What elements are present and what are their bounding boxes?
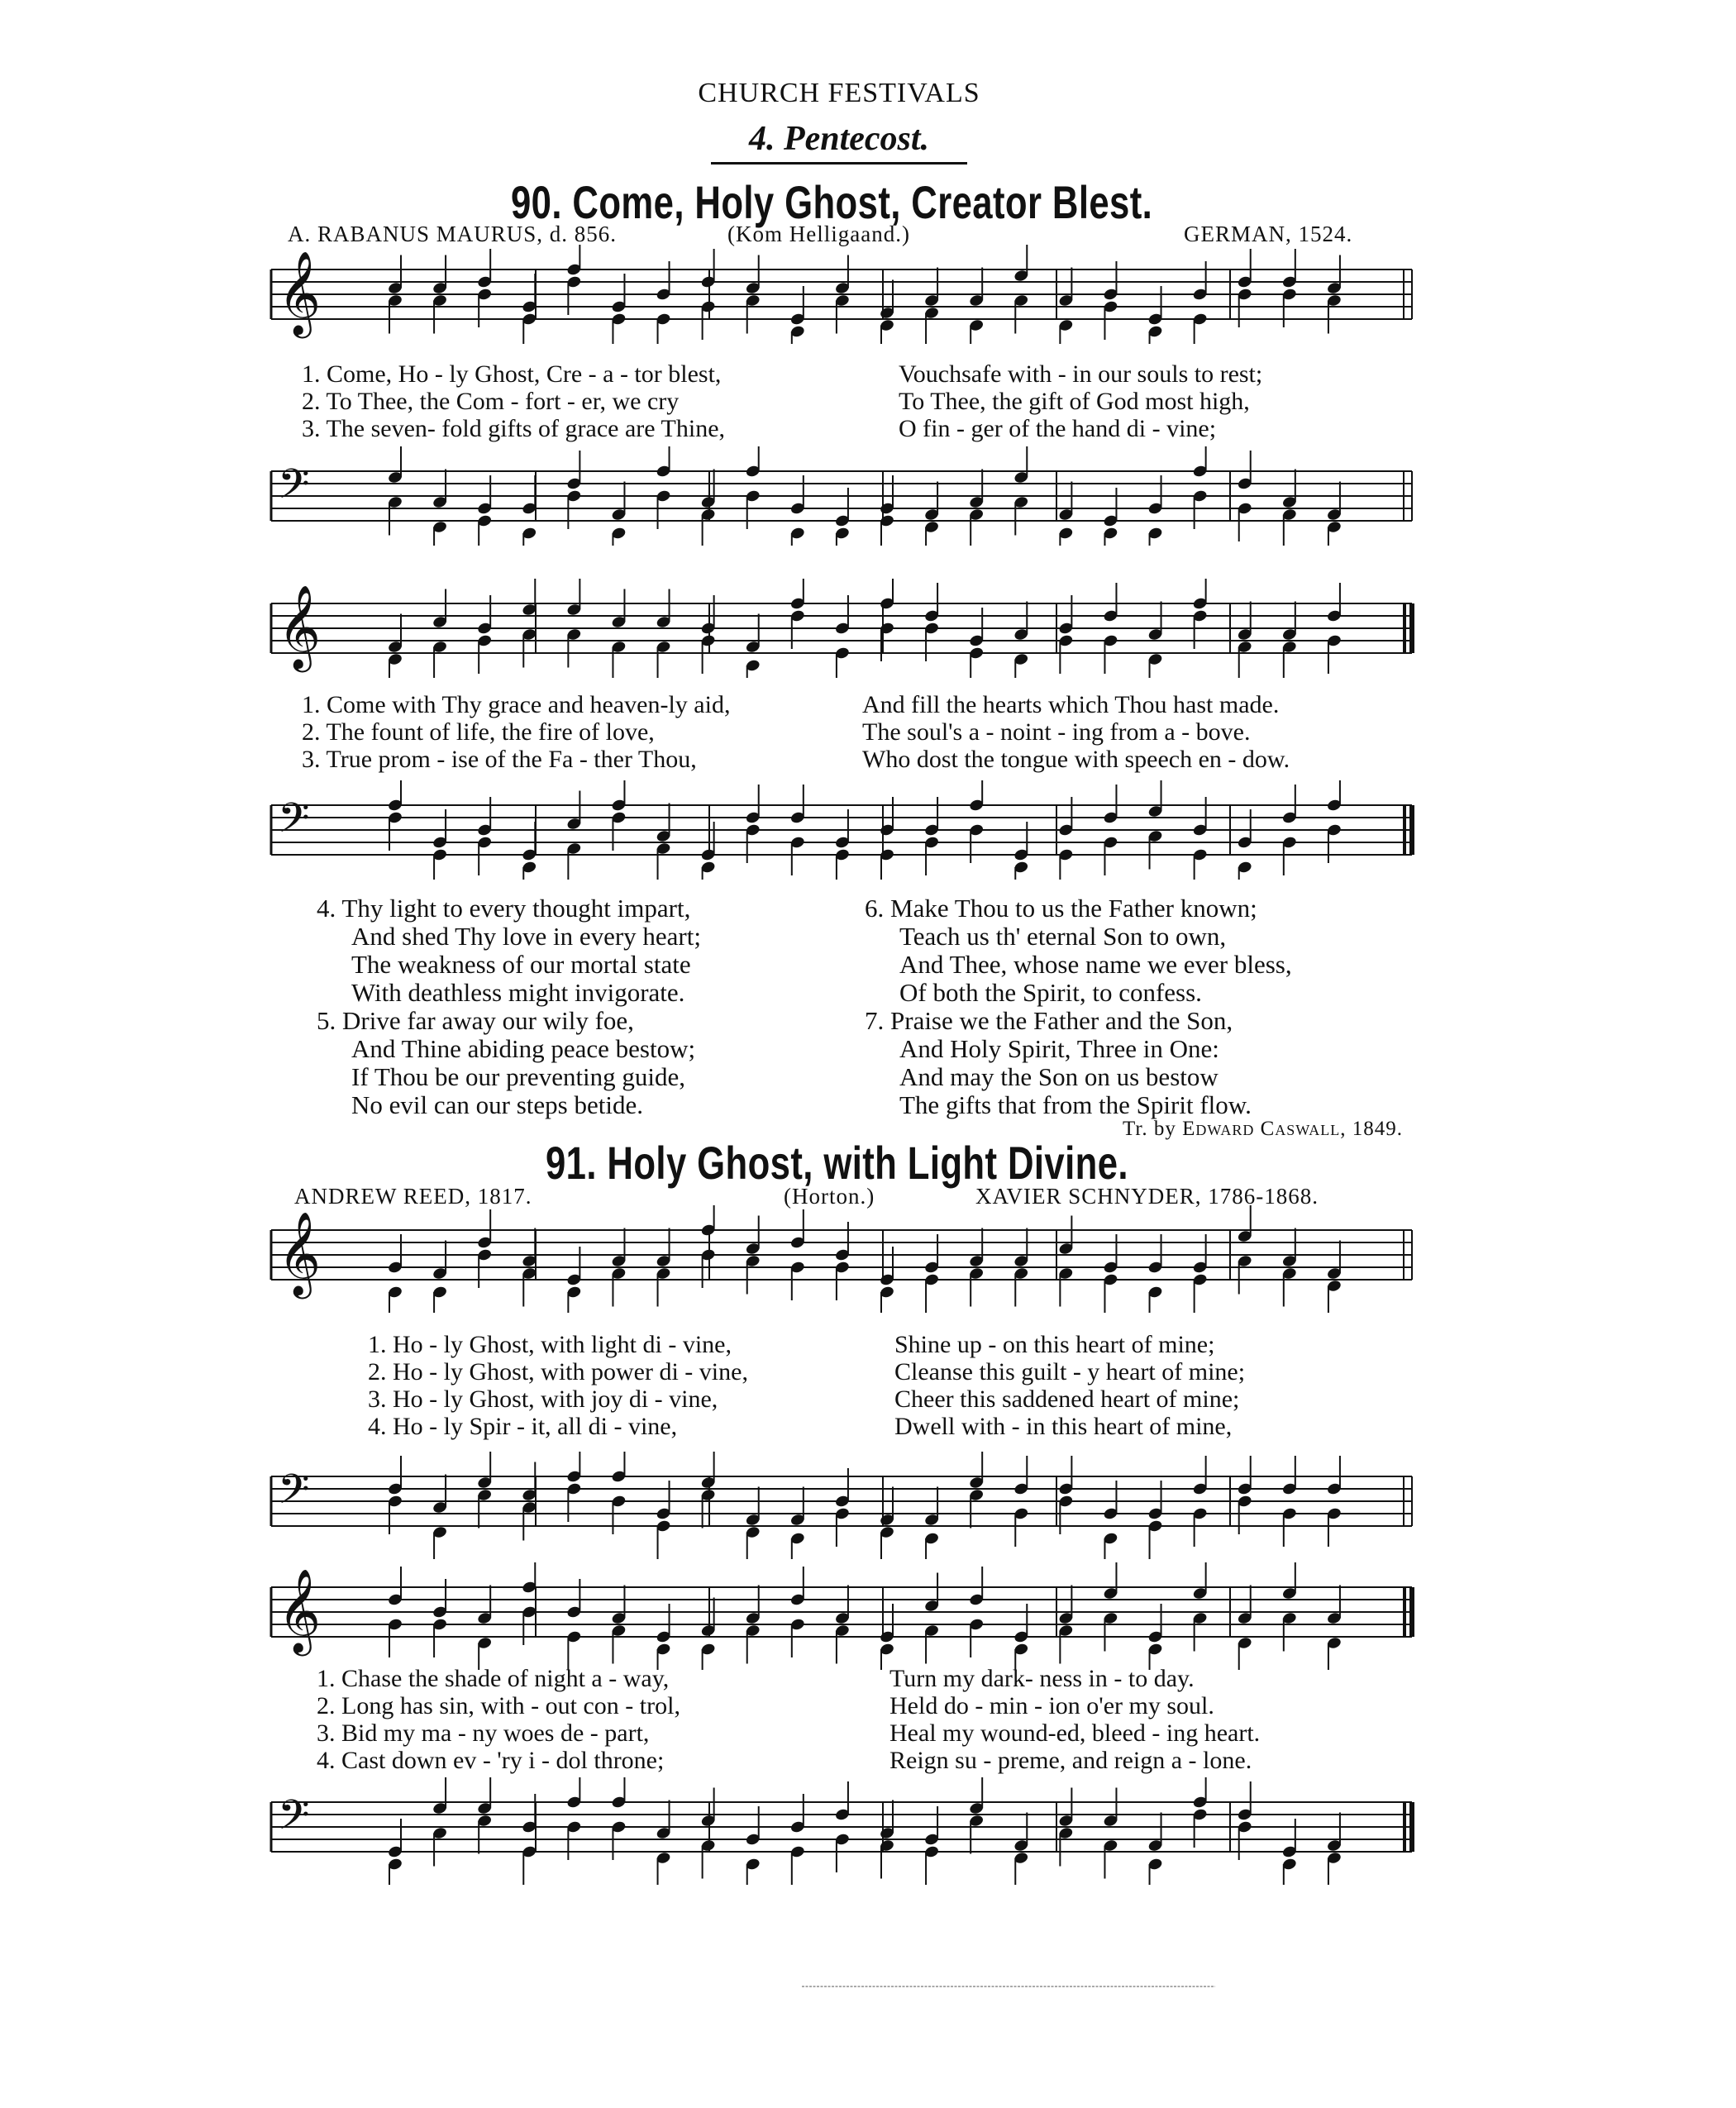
hymn-90-s2-verse2-b: The soul's a - noint - ing from a - bove. bbox=[862, 718, 1251, 746]
hymn-90-s2-verse2-a: 2. The fount of life, the fire of love, bbox=[302, 718, 655, 746]
bass-clef-icon: 𝄢 bbox=[278, 460, 310, 518]
hymn-91-composer: XAVIER SCHNYDER, 1786-1868. bbox=[975, 1184, 1319, 1209]
hymn-90-system-2-bass-staff bbox=[256, 780, 1430, 880]
stanza-line: 7. Praise we the Father and the Son, bbox=[865, 1006, 1233, 1035]
treble-clef-icon: 𝄞 bbox=[278, 1567, 322, 1653]
bass-clef-icon: 𝄢 bbox=[278, 794, 310, 852]
hymn-91-author: ANDREW REED, 1817. bbox=[294, 1184, 532, 1209]
treble-clef-icon: 𝄞 bbox=[278, 250, 322, 335]
stanza-line: And shed Thy love in every heart; bbox=[351, 922, 701, 951]
hymn-91-system-1-bass-staff bbox=[256, 1452, 1430, 1559]
hymn-90-s2-verse3-b: Who dost the tongue with speech en - dow. bbox=[862, 746, 1290, 773]
hymn-91-s2-verse4-b: Reign su - preme, and reign a - lone. bbox=[889, 1747, 1252, 1774]
hymn-90-s2-verse1-b: And fill the hearts which Thou hast made. bbox=[862, 691, 1280, 718]
hymn-91-s1-verse4-a: 4. Ho - ly Spir - it, all di - vine, bbox=[368, 1413, 678, 1440]
bass-clef-icon: 𝄢 bbox=[278, 1466, 310, 1524]
page-header: CHURCH FESTIVALS bbox=[698, 78, 980, 108]
hymn-91-s1-verse3-b: Cheer this saddened heart of mine; bbox=[894, 1385, 1240, 1413]
stanza-line: No evil can our steps betide. bbox=[351, 1090, 643, 1119]
stanza-line: With deathless might invigorate. bbox=[351, 978, 685, 1007]
hymn-90-s1-verse2-b: To Thee, the gift of God most high, bbox=[899, 388, 1250, 415]
stanza-line: Teach us th' eternal Son to own, bbox=[899, 922, 1227, 951]
stanza-line: Of both the Spirit, to confess. bbox=[899, 978, 1202, 1007]
hymn-90-s1-verse3-b: O fin - ger of the hand di - vine; bbox=[899, 415, 1217, 442]
hymn-90-stanza-4 bbox=[317, 894, 701, 1007]
hymn-91-s2-verse2-b: Held do - min - ion o'er my soul. bbox=[889, 1692, 1214, 1719]
stanza-line: And Thee, whose name we ever bless, bbox=[899, 950, 1292, 979]
stanza-line: 4. Thy light to every thought impart, bbox=[317, 894, 691, 923]
hymn-91-s1-verse1-a: 1. Ho - ly Ghost, with light di - vine, bbox=[368, 1331, 732, 1358]
hymn-91-s2-verse1-b: Turn my dark- ness in - to day. bbox=[889, 1665, 1195, 1692]
translator-year: , 1849. bbox=[1340, 1118, 1404, 1140]
hymn-90-stanza-5 bbox=[317, 1007, 695, 1119]
section-title-underline bbox=[711, 162, 967, 165]
hymn-91-s1-verse1-b: Shine up - on this heart of mine; bbox=[894, 1331, 1215, 1358]
stanza-line: And Thine abiding peace bestow; bbox=[351, 1034, 696, 1063]
hymn-91-s1-verse2-a: 2. Ho - ly Ghost, with power di - vine, bbox=[368, 1358, 748, 1385]
stanza-line: And Holy Spirit, Three in One: bbox=[899, 1034, 1219, 1063]
hymn-91-s2-verse2-a: 2. Long has sin, with - out con - trol, bbox=[317, 1692, 680, 1719]
bass-clef-icon: 𝄢 bbox=[278, 1791, 310, 1849]
hymn-90-s2-verse3-a: 3. True prom - ise of the Fa - ther Thou, bbox=[302, 746, 697, 773]
hymn-91-title: 91. Holy Ghost, with Light Divine. bbox=[546, 1137, 1128, 1189]
hymn-91-s1-verse3-a: 3. Ho - ly Ghost, with joy di - vine, bbox=[368, 1385, 718, 1413]
hymn-90-system-1-treble-staff bbox=[256, 245, 1430, 344]
hymn-90-s1-verse1-b: Vouchsafe with - in our souls to rest; bbox=[899, 360, 1263, 388]
hymn-91-system-2-bass-staff bbox=[256, 1777, 1430, 1885]
hymn-91-s2-verse3-a: 3. Bid my ma - ny woes de - part, bbox=[317, 1719, 650, 1747]
page-bottom-rule bbox=[0, 1986, 1736, 1987]
hymn-90-stanza-7 bbox=[865, 1007, 1252, 1119]
treble-clef-icon: 𝄞 bbox=[278, 1210, 322, 1295]
hymn-90-system-2-treble-staff bbox=[256, 579, 1430, 678]
translator-prefix: Tr. by bbox=[1123, 1118, 1183, 1140]
stanza-line: If Thou be our preventing guide, bbox=[351, 1062, 686, 1091]
stanza-line: 6. Make Thou to us the Father known; bbox=[865, 894, 1257, 923]
hymn-90-s1-verse1-a: 1. Come, Ho - ly Ghost, Cre - a - tor blest, bbox=[302, 360, 722, 388]
hymn-91-s2-verse1-a: 1. Chase the shade of night a - way, bbox=[317, 1665, 670, 1692]
stanza-line: 5. Drive far away our wily foe, bbox=[317, 1006, 634, 1035]
stanza-line: The gifts that from the Spirit flow. bbox=[899, 1090, 1252, 1119]
translator-name: Edward Caswall bbox=[1182, 1118, 1341, 1140]
hymn-90-composer: GERMAN, 1524. bbox=[1184, 222, 1353, 246]
hymn-90-s1-verse3-a: 3. The seven- fold gifts of grace are Thine, bbox=[302, 415, 726, 442]
hymn-90-s2-verse1-a: 1. Come with Thy grace and heaven-ly aid, bbox=[302, 691, 731, 718]
hymn-90-title: 90. Come, Holy Ghost, Creator Blest. bbox=[511, 176, 1153, 228]
treble-clef-icon: 𝄞 bbox=[278, 584, 322, 669]
hymn-91-s1-verse4-b: Dwell with - in this heart of mine, bbox=[894, 1413, 1233, 1440]
stanza-line: And may the Son on us bestow bbox=[899, 1062, 1219, 1091]
hymn-90-translator bbox=[1123, 1118, 1403, 1141]
hymn-91-s1-verse2-b: Cleanse this guilt - y heart of mine; bbox=[894, 1358, 1246, 1385]
hymn-91-s2-verse3-b: Heal my wound-ed, bleed - ing heart. bbox=[889, 1719, 1261, 1747]
stanza-line: The weakness of our mortal state bbox=[351, 950, 691, 979]
hymn-91-tune-name: (Horton.) bbox=[784, 1184, 875, 1209]
section-title: 4. Pentecost. bbox=[748, 120, 930, 158]
hymn-90-stanza-6 bbox=[865, 894, 1292, 1007]
hymn-90-system-1-bass-staff bbox=[256, 446, 1430, 546]
hymn-91-system-1-treble-staff bbox=[256, 1205, 1430, 1313]
hymn-90-s1-verse2-a: 2. To Thee, the Com - fort - er, we cry bbox=[302, 388, 680, 415]
hymn-91-system-2-treble-staff bbox=[256, 1562, 1430, 1670]
hymn-91-s2-verse4-a: 4. Cast down ev - 'ry i - dol throne; bbox=[317, 1747, 665, 1774]
hymn-90-tune-name: (Kom Helligaand.) bbox=[727, 222, 910, 246]
hymn-90-author: A. RABANUS MAURUS, d. 856. bbox=[288, 222, 618, 246]
